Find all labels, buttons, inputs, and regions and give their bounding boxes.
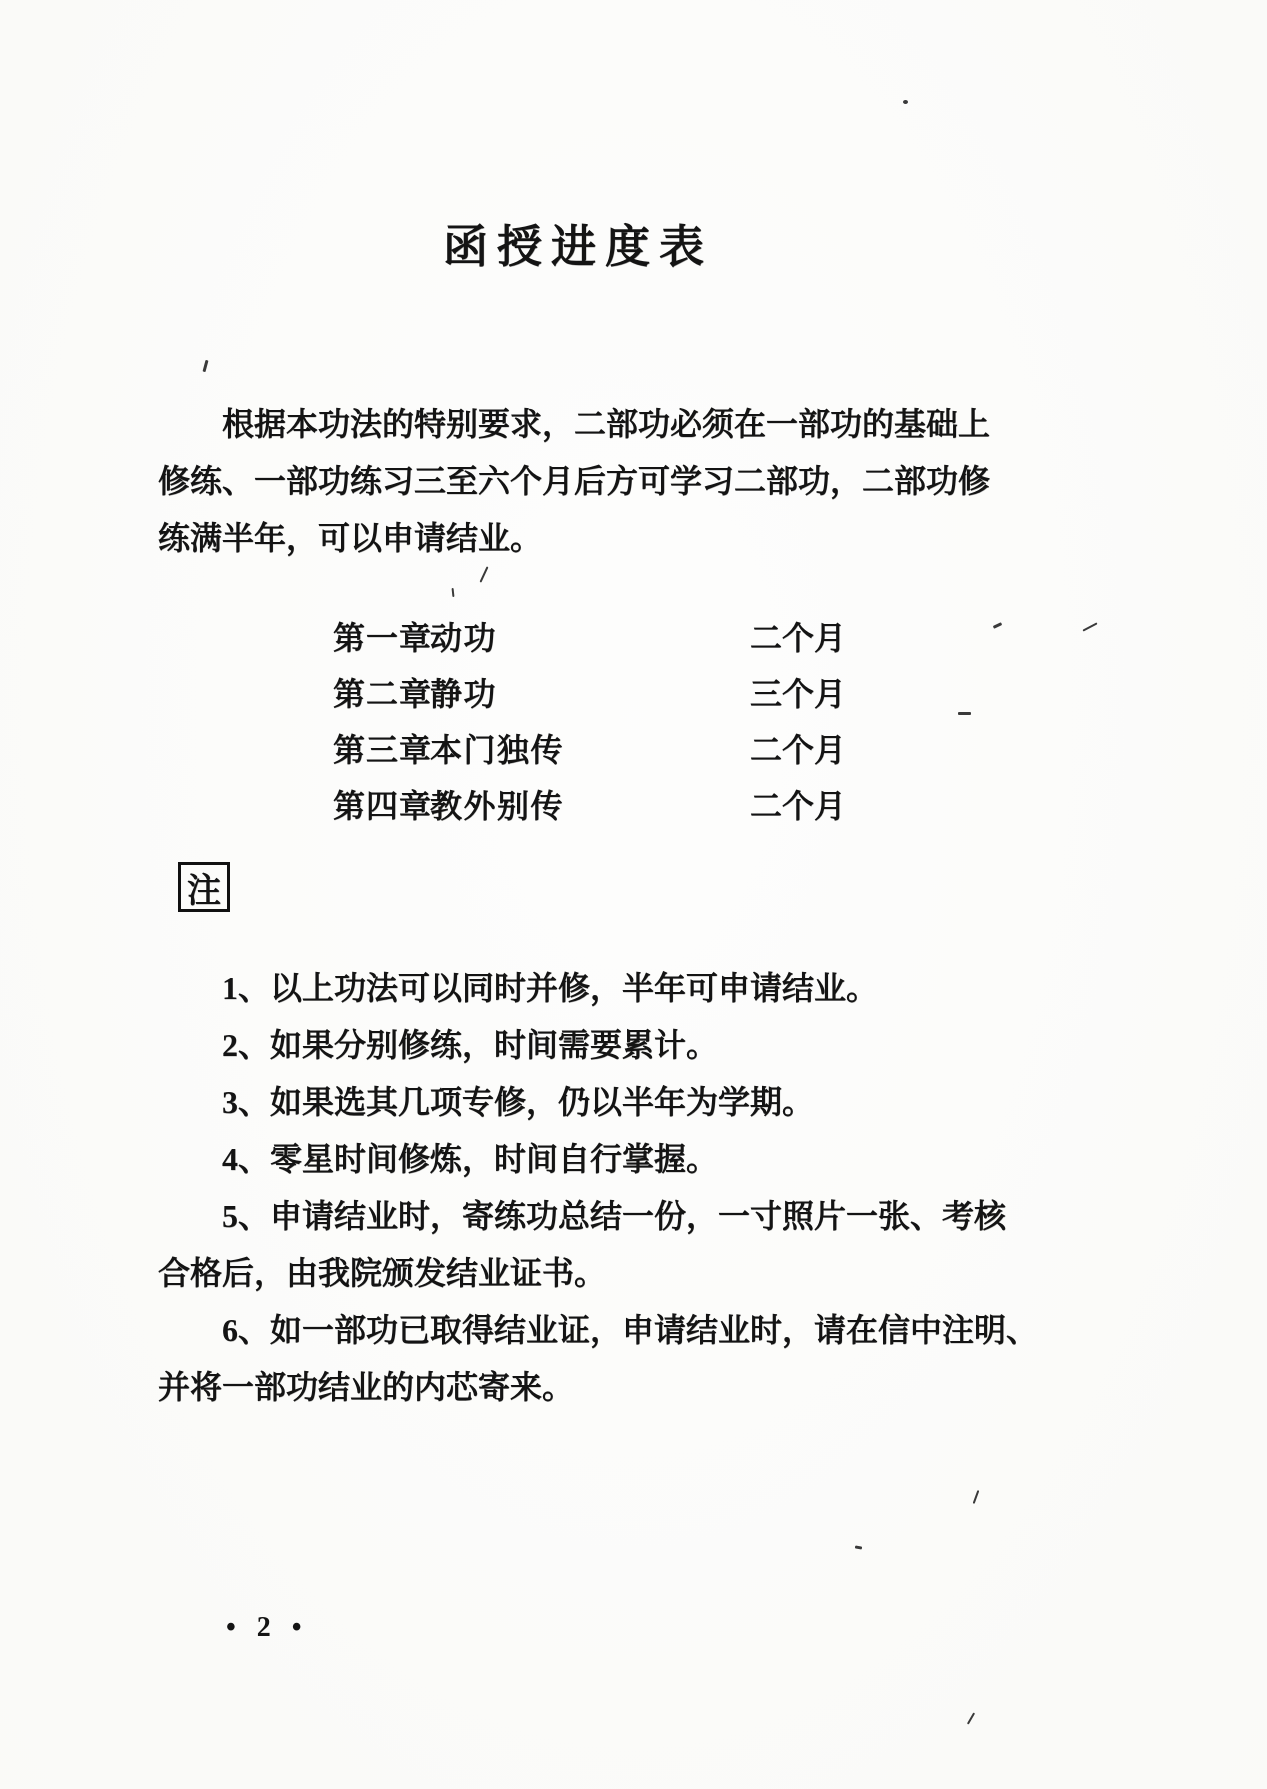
duration-value: 二个月 (750, 620, 847, 656)
chapter-label: 第四章 (333, 788, 433, 824)
note-line: 合格后，由我院颁发结业证书。 (158, 1255, 607, 1291)
schedule-row (333, 666, 998, 722)
chapter-label: 第一章 (333, 620, 433, 656)
note-line: 1、以上功法可以同时并修，半年可申请结业。 (222, 970, 879, 1006)
note-line: 6、如一部功已取得结业证，申请结业时，请在信中注明、 (222, 1312, 1039, 1348)
intro-line: 根据本功法的特别要求，二部功必须在一部功的基础上 (222, 406, 991, 442)
intro-line: 修练、一部功练习三至六个月后方可学习二部功，二部功修 (158, 463, 991, 499)
note-line: 4、零星时间修炼，时间自行掌握。 (222, 1141, 719, 1177)
scan-speck (958, 712, 971, 715)
note-line: 2、如果分别修练，时间需要累计。 (222, 1027, 719, 1063)
course-title: 本门独传 (430, 732, 565, 768)
duration-value: 二个月 (750, 732, 847, 768)
notes-list (158, 960, 1039, 1416)
duration-value: 三个月 (750, 676, 847, 712)
schedule-row (333, 610, 998, 666)
scan-speck (967, 1712, 975, 1724)
document-content (158, 0, 1039, 1416)
intro-line: 练满半年，可以申请结业。 (158, 520, 543, 556)
page-number: • 2 • (226, 1612, 309, 1643)
course-title: 教外别传 (430, 788, 565, 824)
schedule-row (333, 778, 998, 834)
schedule-row (333, 722, 998, 778)
note-line: 并将一部功结业的内芯寄来。 (158, 1369, 575, 1405)
schedule-table (158, 610, 998, 834)
duration-value: 二个月 (750, 788, 847, 824)
note-label-box: 注 (178, 862, 230, 912)
scan-speck (973, 1490, 980, 1504)
scan-speck (1082, 622, 1097, 631)
scan-speck (903, 100, 908, 104)
chapter-label: 第三章 (333, 732, 433, 768)
chapter-label: 第二章 (333, 676, 433, 712)
course-title: 静功 (430, 676, 498, 712)
page-title: 函授进度表 (442, 222, 713, 272)
scan-speck (855, 1545, 862, 1549)
note-line: 5、申请结业时，寄练功总结一份，一寸照片一张、考核 (222, 1198, 1007, 1234)
intro-paragraph (158, 396, 998, 567)
course-title: 动功 (430, 620, 498, 656)
note-line: 3、如果选其几项专修，仍以半年为学期。 (222, 1084, 815, 1120)
